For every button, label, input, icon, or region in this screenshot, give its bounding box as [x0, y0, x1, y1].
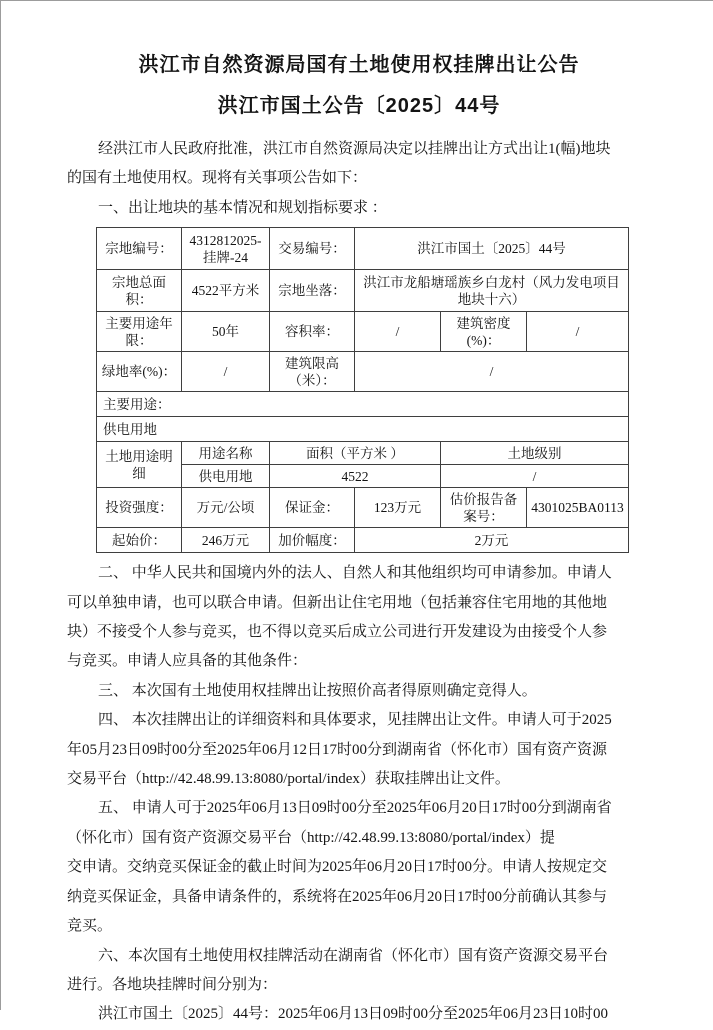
land-parcel-table — [96, 227, 629, 553]
paragraph-line: 交易平台（http://42.48.99.13:8080/portal/index）获取挂牌出让文件。 — [67, 771, 510, 788]
starting-price-label: 起始价： — [97, 528, 182, 553]
location-label: 宗地坐落： — [270, 270, 355, 312]
paragraph-line: 的国有土地使用权。现将有关事项公告如下： — [67, 170, 368, 187]
use-name-value: 供电用地 — [182, 465, 270, 488]
paragraph-line: 经洪江市人民政府批准，洪江市自然资源局决定以挂牌出让方式出让1(幅)地块 — [98, 141, 611, 157]
paragraph-line: （怀化市）国有资产资源交易平台（http://42.48.99.13:8080/portal/index）提 — [67, 829, 555, 846]
starting-price-value: 246万元 — [182, 528, 270, 553]
deposit-value: 123万元 — [355, 488, 441, 528]
plot-ratio-value: / — [355, 312, 441, 352]
paragraph-line: 五、 申请人可于2025年06月13日09时00分至2025年06月20日17时00分到湖南省 — [98, 800, 612, 817]
table-row — [97, 352, 629, 392]
table-row — [97, 312, 629, 352]
total-area-label: 宗地总面积： — [97, 270, 182, 312]
building-density-value: / — [527, 312, 629, 352]
parcel-number-label: 宗地编号： — [97, 228, 182, 270]
main-use-value: 供电用地 — [97, 417, 629, 442]
paragraph-line: 洪江市国土〔2025〕44号：2025年06月13日09时00分至2025年06月23日10时00 — [98, 1006, 609, 1023]
use-term-value: 50年 — [182, 312, 270, 352]
land-grade-value: / — [441, 465, 629, 488]
land-use-detail-label: 土地用途明细 — [97, 442, 182, 488]
appraisal-report-value: 4301025BA0113 — [527, 488, 629, 528]
bid-increment-value: 2万元 — [355, 528, 629, 553]
table-row — [97, 392, 629, 417]
table-row — [97, 417, 629, 442]
paragraph-line: 进行。各地块挂牌时间分别为： — [67, 976, 278, 993]
paragraph-line: 交申请。交纳竞买保证金的截止时间为2025年06月20日17时00分。申请人按规定交 — [67, 859, 608, 876]
green-ratio-value: / — [182, 352, 270, 392]
paragraph-line: 三、 本次国有土地使用权挂牌出让按照价高者得原则确定竞得人。 — [98, 682, 537, 699]
transaction-number-label: 交易编号： — [270, 228, 355, 270]
paragraph-line: 六、本次国有土地使用权挂牌活动在湖南省（怀化市）国有资产资源交易平台 — [98, 947, 609, 964]
body-paragraphs — [67, 559, 651, 1030]
total-area-value: 4522平方米 — [182, 270, 270, 312]
height-limit-label: 建筑限高（米）： — [270, 352, 355, 392]
table-row — [97, 228, 629, 270]
transaction-number-value: 洪江市国土〔2025〕44号 — [355, 228, 629, 270]
paragraph-line: 与竞买。申请人应具备的其他条件： — [67, 653, 308, 670]
paragraph-line: 可以单独申请，也可以联合申请。但新出让住宅用地（包括兼容住宅用地的其他地 — [67, 594, 608, 611]
area-header: 面积（平方米 ） — [270, 442, 441, 465]
paragraph-line: 块）不接受个人参与竞买，也不得以竞买后成立公司进行开发建设为由接受个人参 — [67, 624, 608, 641]
deposit-label: 保证金： — [270, 488, 355, 528]
investment-intensity-value: 万元/公顷 — [182, 488, 270, 528]
paragraph-line: 二、 中华人民共和国境内外的法人、自然人和其他组织均可申请参加。申请人 — [98, 565, 612, 582]
table-row — [97, 488, 629, 528]
investment-intensity-label: 投资强度： — [97, 488, 182, 528]
paragraph-line: 纳竞买保证金，具备申请条件的，系统将在2025年06月20日17时00分前确认其参与 — [67, 888, 608, 905]
intro-paragraphs — [67, 135, 651, 223]
land-grade-header: 土地级别 — [441, 442, 629, 465]
paragraph-line: 年05月23日09时00分至2025年06月12日17时00分到湖南省（怀化市）国有资产资源 — [67, 741, 608, 758]
table-row — [97, 270, 629, 312]
height-limit-value: / — [355, 352, 629, 392]
paragraph-line: 四、 本次挂牌出让的详细资料和具体要求，见挂牌出让文件。申请人可于2025 — [98, 712, 612, 729]
parcel-number-value: 4312812025-挂牌-24 — [182, 228, 270, 270]
use-name-header: 用途名称 — [182, 442, 270, 465]
paragraph-line: 竞买。 — [67, 918, 113, 935]
use-term-label: 主要用途年限： — [97, 312, 182, 352]
building-density-label: 建筑密度(%)： — [441, 312, 527, 352]
page-title: 洪江市自然资源局国有土地使用权挂牌出让公告 — [138, 54, 580, 76]
announcement-document — [1, 51, 713, 1030]
bid-increment-label: 加价幅度： — [270, 528, 355, 553]
green-ratio-label: 绿地率(%)： — [97, 352, 182, 392]
paragraph-line: 一、出让地块的基本情况和规划指标要求 ： — [98, 199, 387, 216]
plot-ratio-label: 容积率： — [270, 312, 355, 352]
table-row — [97, 528, 629, 553]
main-use-label: 主要用途： — [97, 392, 629, 417]
location-value: 洪江市龙船塘瑶族乡白龙村（风力发电项目地块十六） — [355, 270, 629, 312]
page-subtitle: 洪江市国土公告〔2025〕44号 — [217, 95, 501, 117]
area-value: 4522 — [270, 465, 441, 488]
table-row — [97, 442, 629, 465]
appraisal-report-label: 估价报告备案号： — [441, 488, 527, 528]
